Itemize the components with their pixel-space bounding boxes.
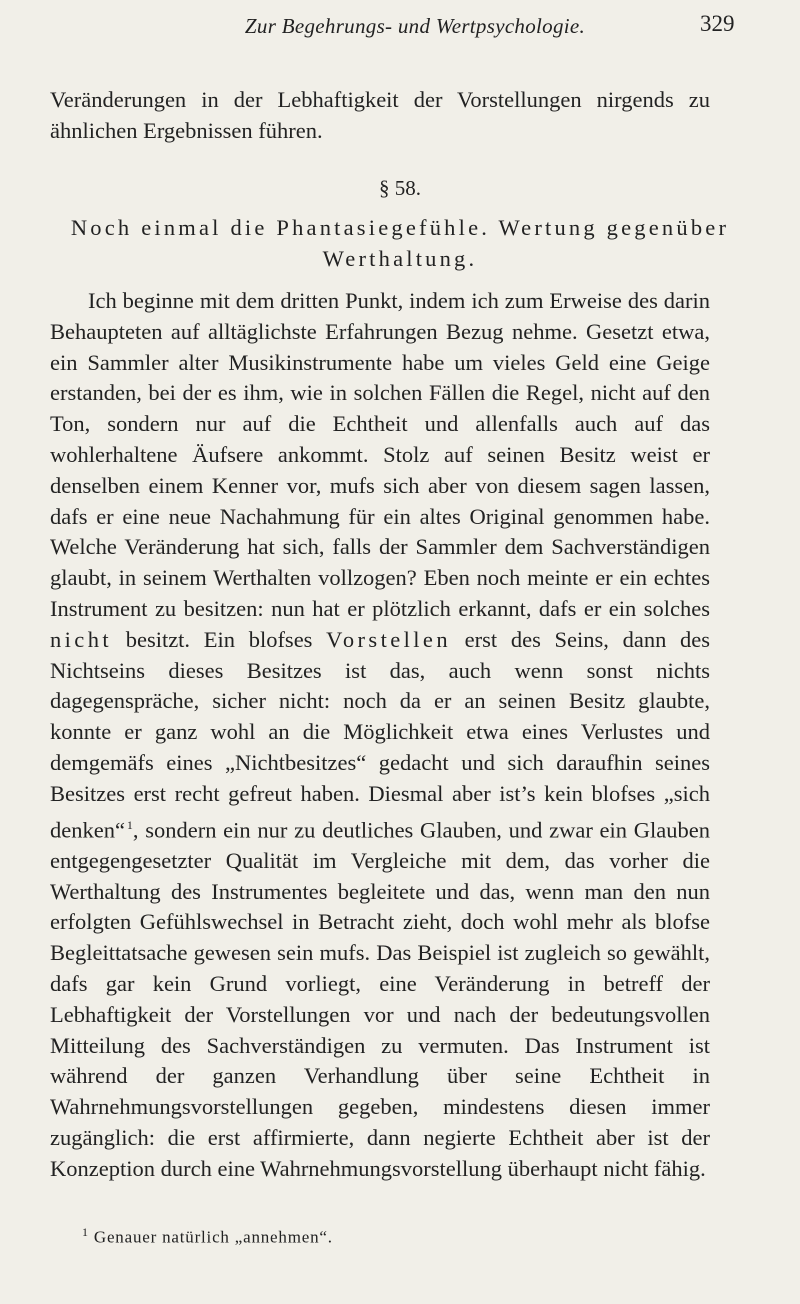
body-text-part-d: , sondern ein nur zu deutliches Glauben, und zwar ein Glauben entgegengesetzter Qualität im Vergleiche mit dem, das vorher die Werthaltung des Instrumentes begleitete und das, wenn man den nun erfolgten Gefühlswechsel in Betracht zieht, doch wohl mehr als blofse Begleittatsache gewesen sein mufs. Das Beispiel ist zugleich so gewählt, dafs gar kein Grund vorliegt, eine Veränderung in betreff der Lebhaftigkeit der Vorstellungen vor und nach der bedeutungsvollen Mitteilung des Sachverständigen zu vermuten. Das Instrument ist während der ganzen Verhandlung über seine Echtheit in Wahrnehmungsvorstellungen gegeben, mindestens diesen immer zugänglich: die erst affirmierte, dann negierte Echtheit aber ist der Konzeption durch eine Wahrnehmungsvorstellung überhaupt nicht fähig. <box>50 817 710 1181</box>
body-text-part-a: Ich beginne mit dem dritten Punkt, indem ich zum Erweise des darin Behaupteten auf alltäglichste Erfahrungen Bezug nehme. Gesetzt etwa, ein Sammler alter Musikinstrumente habe um vieles Geld eine Geige erstanden, bei der es ihm, wie in solchen Fällen die Regel, nicht auf den Ton, sondern nur auf die Echtheit und allenfalls auch auf das wohlerhaltene Äufsere ankommt. Stolz auf seinen Besitz weist er denselben einem Kenner vor, mufs sich aber von diesem sagen lassen, dafs er eine neue Nachahmung für ein altes Original genommen habe. Welche Veränderung hat sich, falls der Sammler dem Sachverständigen glaubt, in seinem Werthalten vollzogen? Eben noch meinte er ein echtes Instrument zu besitzen: nun hat er plötzlich erkannt, dafs er ein solches <box>50 288 710 621</box>
footnote-marker: 1 <box>82 1225 89 1239</box>
footnote <box>82 1225 333 1248</box>
running-head: Zur Begehrungs- und Wertpsychologie. <box>244 14 586 38</box>
emphasis-nicht: nicht <box>50 626 112 652</box>
body-text-part-b: besitzt. Ein blofses <box>125 626 313 652</box>
footnote-text: Genauer natürlich „annehmen“. <box>93 1227 333 1247</box>
section-title: Noch einmal die Phantasiegefühle. Wertung gegenüber Werthaltung. <box>70 215 730 271</box>
section-number: § 58. <box>379 176 421 200</box>
intro-paragraph: Veränderungen in der Lebhaftigkeit der Vorstellungen nirgends zu ähnlichen Ergebnissen führen. <box>50 87 710 143</box>
emphasis-vorstellen: Vorstellen <box>326 626 451 652</box>
body-paragraph <box>50 286 710 1185</box>
main-text <box>50 286 710 1185</box>
page-number: 329 <box>700 11 735 36</box>
footnote-reference: 1 <box>126 817 133 832</box>
body-text-part-c: erst des Seins, dann des Nichtseins dieses Besitzes ist das, auch wenn sonst nichts dagegenspräche, sicher nicht: noch da er an seinen Besitz glaubte, konnte er ganz wohl an die Möglichkeit etwa eines Verlustes und demgemäfs eines „Nichtbesitzes“ gedacht und sich daraufhin seines Besitzes erst recht gefreut haben. Diesmal aber ist’s kein blofses „sich denken“ <box>50 626 711 843</box>
